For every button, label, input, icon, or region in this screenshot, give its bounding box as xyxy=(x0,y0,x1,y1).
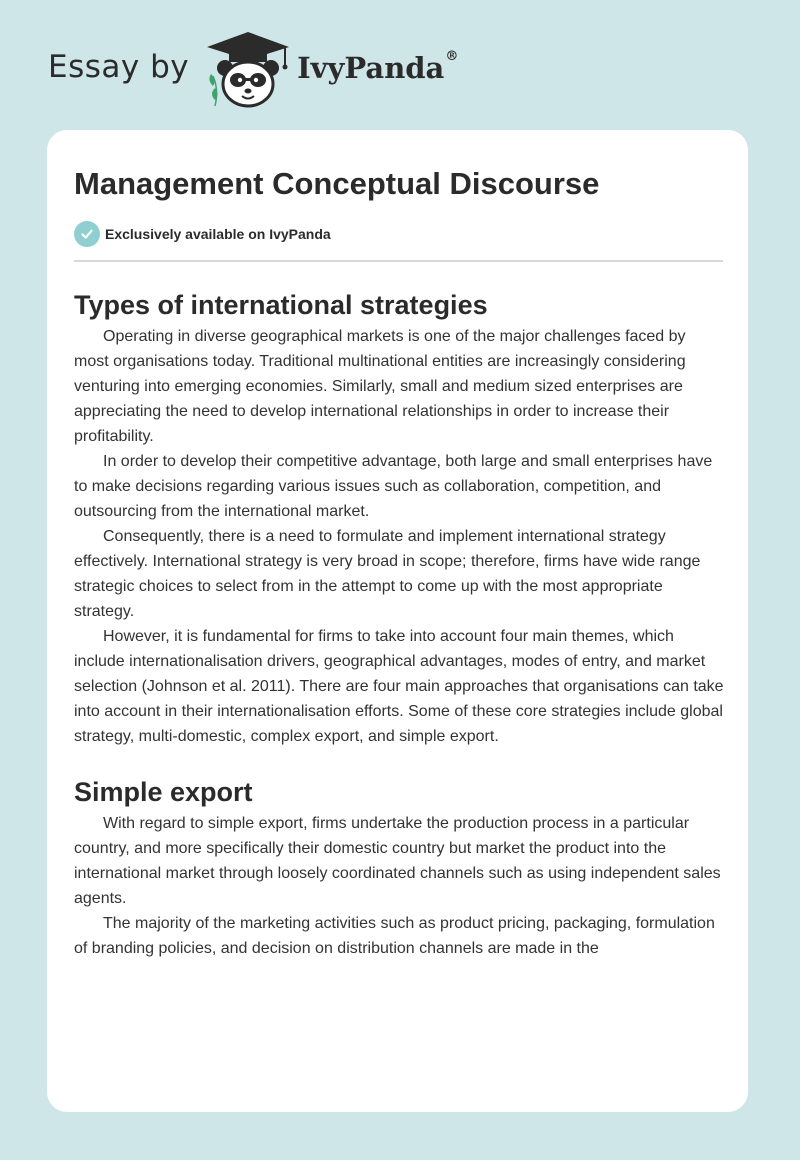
paragraph: In order to develop their competitive advantage, both large and small enterprises have to make decisions regarding various issues such as collaboration, competition, and outsourcing from the international market. xyxy=(74,453,713,520)
section-heading: Types of international strategies xyxy=(74,290,488,320)
exclusive-badge xyxy=(74,220,722,248)
paragraph: The majority of the marketing activities such as product pricing, packaging, formulation of branding policies, and decision on distribution channels are made in the xyxy=(74,915,715,957)
section-heading: Simple export xyxy=(74,777,253,807)
essay-by-label: Essay by xyxy=(48,49,190,85)
page-title: Management Conceptual Discourse xyxy=(74,166,600,201)
essay-card xyxy=(47,130,748,1112)
registered-mark: ® xyxy=(445,49,459,64)
paragraph: However, it is fundamental for firms to take into account four main themes, which include internationalisation drivers, geographical advantages, modes of entry, and market selection (Johnson et al. 2011). There are four main approaches that organisations can take into account in their internationalisation efforts. Some of these core strategies include global strategy, multi-domestic, complex export, and simple export. xyxy=(74,628,724,745)
brand-name[interactable]: IvyPanda® xyxy=(297,49,459,85)
divider xyxy=(74,260,723,262)
panda-logo-icon[interactable] xyxy=(205,30,291,110)
paragraph: With regard to simple export, firms undertake the production process in a particular country, and more specifically their domestic country but market the product into the international market through loosely coordinated channels such as using independent sales agents. xyxy=(74,815,721,907)
badge-label: Exclusively available on IvyPanda xyxy=(105,226,331,242)
paragraph: Consequently, there is a need to formulate and implement international strategy effectively. International strategy is very broad in scope; therefore, firms have wide range strategic choices to select from in the attempt to come up with the most appropriate strategy. xyxy=(74,528,701,620)
check-circle-icon xyxy=(74,221,100,247)
site-header xyxy=(48,30,508,110)
paragraph: Operating in diverse geographical markets is one of the major challenges faced by most organisations today. Traditional multinational entities are increasingly considering venturing into emerging economies. Similarly, small and medium sized enterprises are appreciating the need to develop international relationships in order to increase their profitability. xyxy=(74,328,686,445)
